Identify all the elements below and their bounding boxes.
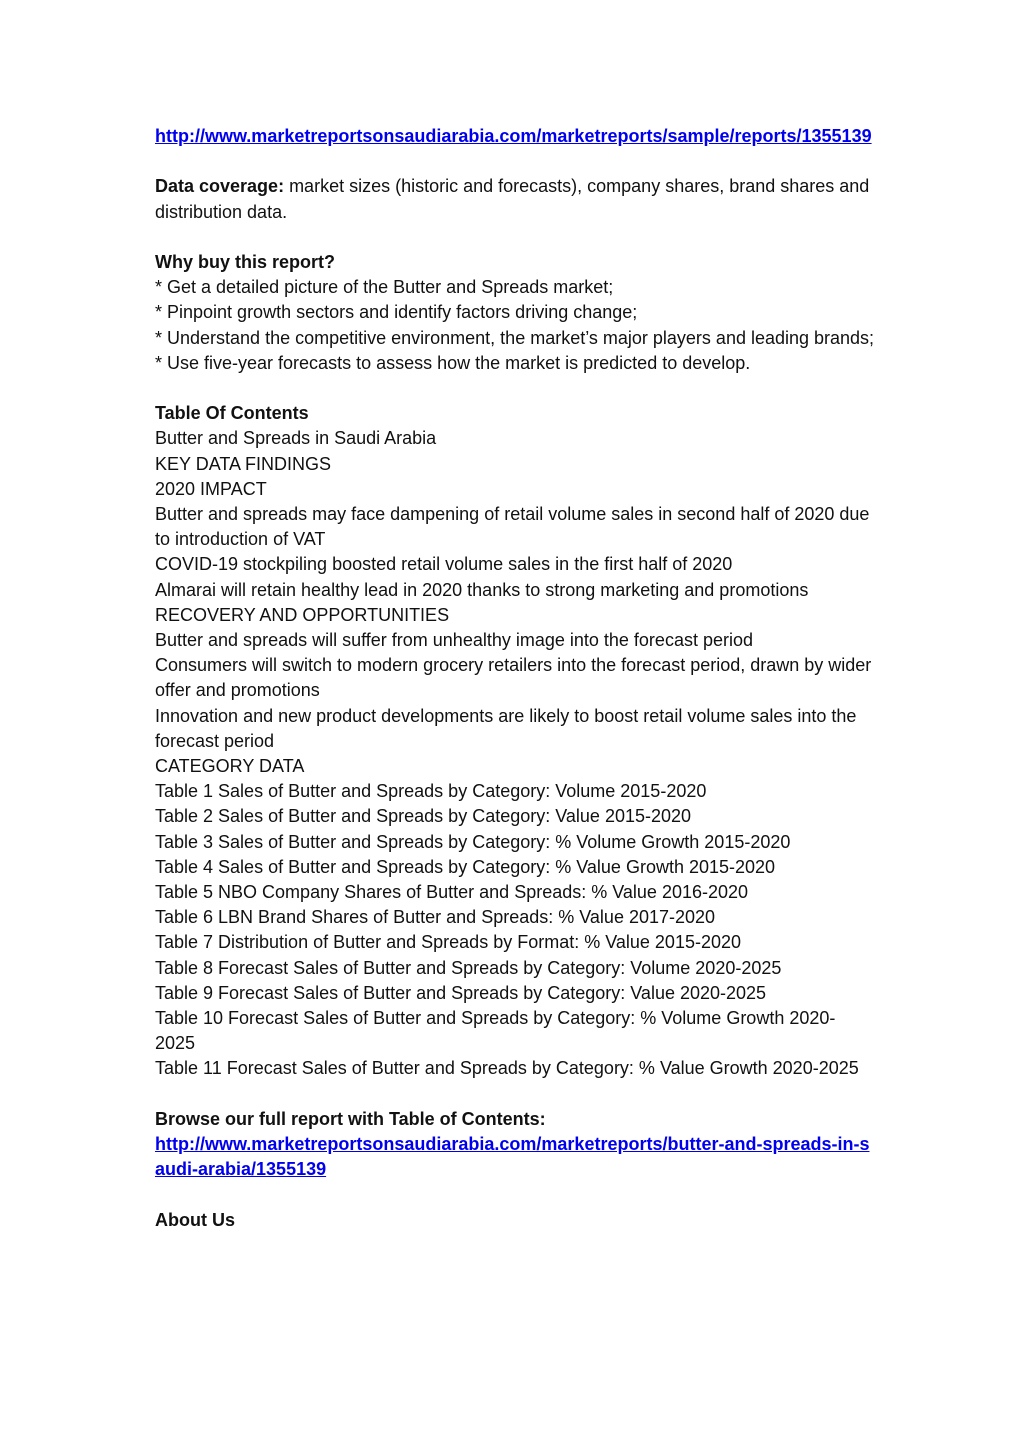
toc-item: Table 11 Forecast Sales of Butter and Spreads by Category: % Value Growth 2020-2025 bbox=[155, 1058, 859, 1079]
why-buy-item: * Get a detailed picture of the Butter and Spreads market; bbox=[155, 277, 614, 298]
why-buy-item: * Understand the competitive environment, the market’s major players and leading brands; bbox=[155, 327, 875, 348]
toc-item: Table 6 LBN Brand Shares of Butter and Spreads: % Value 2017-2020 bbox=[155, 907, 716, 928]
toc-item: Butter and Spreads in Saudi Arabia bbox=[155, 428, 437, 449]
toc-item: Table 5 NBO Company Shares of Butter and Spreads: % Value 2016-2020 bbox=[155, 882, 749, 903]
toc-item: COVID-19 stockpiling boosted retail volume sales in the first half of 2020 bbox=[155, 554, 733, 575]
toc-item: KEY DATA FINDINGS bbox=[155, 453, 332, 474]
toc-item: Table 10 Forecast Sales of Butter and Spreads by Category: % Volume Growth 2020-2025 bbox=[155, 1008, 836, 1054]
sample-report-link[interactable]: http://www.marketreportsonsaudiarabia.com/marketreports/sample/reports/1355139 bbox=[155, 126, 872, 146]
toc-item: Table 1 Sales of Butter and Spreads by Category: Volume 2015-2020 bbox=[155, 781, 707, 802]
data-coverage-text: market sizes (historic and forecasts), company shares, brand shares and distribution data. bbox=[155, 176, 870, 222]
toc-item: Table 3 Sales of Butter and Spreads by Category: % Volume Growth 2015-2020 bbox=[155, 831, 791, 852]
spacer bbox=[155, 225, 875, 250]
why-buy-item: * Use five-year forecasts to assess how the market is predicted to develop. bbox=[155, 352, 751, 373]
toc-item: 2020 IMPACT bbox=[155, 478, 267, 499]
toc-item: Butter and spreads may face dampening of retail volume sales in second half of 2020 due to introduction of VAT bbox=[155, 504, 870, 550]
toc-item: Butter and spreads will suffer from unhealthy image into the forecast period bbox=[155, 630, 753, 651]
about-us-heading: About Us bbox=[155, 1209, 235, 1230]
why-buy-list bbox=[155, 275, 875, 376]
toc-heading: Table Of Contents bbox=[155, 403, 309, 424]
document-page bbox=[155, 124, 875, 1233]
spacer bbox=[155, 1082, 875, 1107]
why-buy-item: * Pinpoint growth sectors and identify factors driving change; bbox=[155, 302, 638, 323]
toc-item: Table 4 Sales of Butter and Spreads by Category: % Value Growth 2015-2020 bbox=[155, 856, 776, 877]
toc-item: Table 8 Forecast Sales of Butter and Spreads by Category: Volume 2020-2025 bbox=[155, 957, 782, 978]
why-buy-heading: Why buy this report? bbox=[155, 251, 335, 272]
full-report-link[interactable]: http://www.marketreportsonsaudiarabia.com/marketreports/butter-and-spreads-in-saudi-arabia/1355139 bbox=[155, 1134, 870, 1180]
spacer bbox=[155, 149, 875, 174]
browse-heading: Browse our full report with Table of Contents: bbox=[155, 1108, 546, 1129]
toc-item: Table 7 Distribution of Butter and Spreads by Format: % Value 2015-2020 bbox=[155, 932, 742, 953]
toc-item: Innovation and new product developments are likely to boost retail volume sales into the forecast period bbox=[155, 705, 857, 751]
data-coverage-label: Data coverage: bbox=[155, 176, 285, 197]
spacer bbox=[155, 1182, 875, 1207]
spacer bbox=[155, 376, 875, 401]
toc-item: Almarai will retain healthy lead in 2020 thanks to strong marketing and promotions bbox=[155, 579, 809, 600]
data-coverage-paragraph bbox=[155, 174, 875, 224]
toc-list bbox=[155, 426, 875, 1081]
toc-item: Consumers will switch to modern grocery retailers into the forecast period, drawn by wider offer and promotions bbox=[155, 655, 872, 701]
toc-item: Table 9 Forecast Sales of Butter and Spreads by Category: Value 2020-2025 bbox=[155, 982, 767, 1003]
toc-item: Table 2 Sales of Butter and Spreads by Category: Value 2015-2020 bbox=[155, 806, 692, 827]
toc-item: RECOVERY AND OPPORTUNITIES bbox=[155, 604, 450, 625]
toc-item: CATEGORY DATA bbox=[155, 756, 305, 777]
